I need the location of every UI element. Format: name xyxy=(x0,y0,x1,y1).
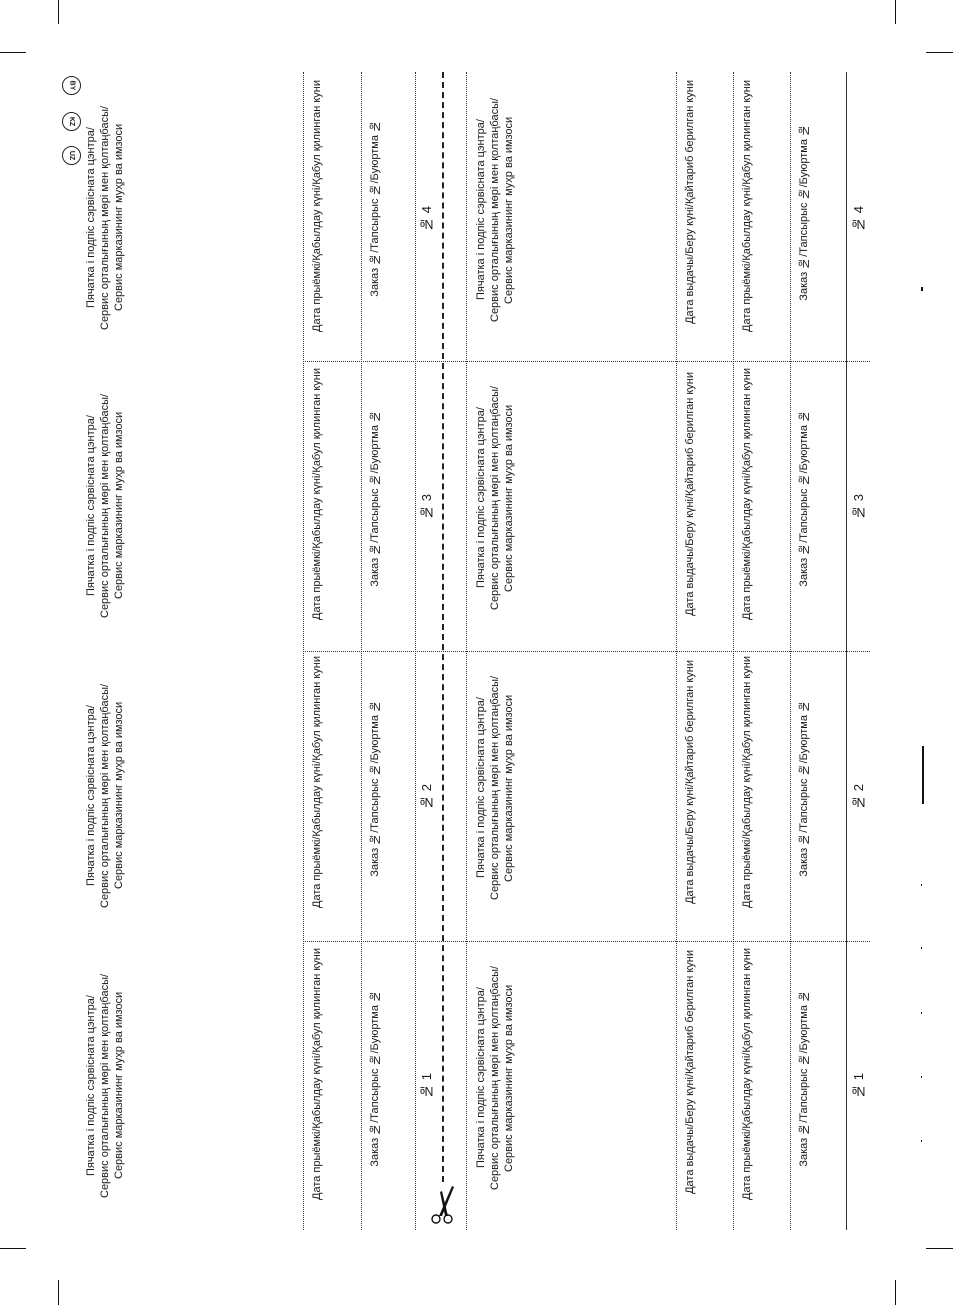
registration-bar xyxy=(922,746,924,804)
registration-tick xyxy=(921,947,922,949)
coupon-2-number-main: № 2 xyxy=(851,784,866,810)
registration-tick xyxy=(921,287,923,291)
coupon-2-order-stub: Заказ №/Тапсырыс №/Буюртма № xyxy=(369,700,381,877)
coupon-4-acceptance-stub: Дата прыёмкі/Қабылдау күні/Қабул қилинган куни xyxy=(311,80,323,332)
crop-mark xyxy=(0,1248,26,1249)
crop-mark xyxy=(58,1280,59,1305)
coupon-3-acceptance-main: Дата прыёмкі/Қабылдау күні/Қабул қилинган куни xyxy=(741,368,753,620)
coupon-4-acceptance-main: Дата прыёмкі/Қабылдау күні/Қабул қилинган куни xyxy=(741,80,753,332)
crop-mark xyxy=(895,0,896,24)
registration-tick xyxy=(921,1076,922,1078)
crop-mark xyxy=(926,52,953,53)
coupon-4-stamp-main: Пячатка і подпіс сэрвісната цэнтра/ Сервис орталығының мөрі мен қолтаңбасы/ Сервис марказининг муҳр ва имзоси xyxy=(475,97,515,323)
coupon-2-stamp-main: Пячатка і подпіс сэрвісната цэнтра/ Сервис орталығының мөрі мен қолтаңбасы/ Сервис марказининг муҳр ва имзоси xyxy=(475,675,515,901)
coupon-3-acceptance-stub: Дата прыёмкі/Қабылдау күні/Қабул қилинган куни xyxy=(311,368,323,620)
crop-mark xyxy=(895,1280,896,1305)
coupon-3-stamp-stub: Пячатка і подпіс сэрвісната цэнтра/ Сервис орталығының мөрі мен қолтаңбасы/ Сервис марказининг муҳр ва имзоси xyxy=(85,393,125,618)
coupon-4-stamp-stub: Пячатка і подпіс сэрвісната цэнтра/ Сервис орталығының мөрі мен қолтаңбасы/ Сервис марказининг муҳр ва имзоси xyxy=(85,105,125,330)
registration-tick xyxy=(921,884,922,886)
coupon-4-order-main: Заказ №/Тапсырыс №/Буюртма № xyxy=(798,124,810,301)
coupon-1-acceptance-main: Дата прыёмкі/Қабылдау күні/Қабул қилинган куни xyxy=(741,948,753,1200)
coupon-3-order-stub: Заказ №/Тапсырыс №/Буюртма № xyxy=(369,410,381,587)
registration-tick xyxy=(921,1140,922,1142)
crop-mark xyxy=(926,1248,953,1249)
coupon-3-number-stub: № 3 xyxy=(419,494,434,520)
coupon-4-order-stub: Заказ №/Тапсырыс №/Буюртма № xyxy=(369,120,381,297)
coupon-separator xyxy=(303,651,870,652)
language-badge-uz: UZ xyxy=(62,146,81,165)
coupon-1-acceptance-stub: Дата прыёмкі/Қабылдау күні/Қабул қилинган куни xyxy=(311,948,323,1200)
coupon-1-number-main: № 1 xyxy=(851,1073,866,1099)
scissors-icon xyxy=(430,1178,460,1226)
coupon-4-number-stub: № 4 xyxy=(419,206,434,232)
coupon-1-stamp-stub: Пячатка і подпіс сэрвісната цэнтра/ Сервис орталығының мөрі мен қолтаңбасы/ Сервис марказининг муҳр ва имзоси xyxy=(85,973,125,1198)
cut-line xyxy=(442,72,444,1182)
coupon-1-order-main: Заказ №/Тапсырыс №/Буюртма № xyxy=(798,990,810,1167)
coupon-2-stamp-stub: Пячатка і подпіс сэрвісната цэнтра/ Сервис орталығының мөрі мен қолтаңбасы/ Сервис марказининг муҳр ва имзоси xyxy=(85,683,125,908)
crop-mark xyxy=(58,0,59,24)
coupon-2-issue-date: Дата выдачы/Беру күні/Қайтариб берилган куни xyxy=(684,660,696,904)
coupon-2-number-stub: № 2 xyxy=(419,784,434,810)
coupon-2-acceptance-main: Дата прыёмкі/Қабылдау күні/Қабул қилинган куни xyxy=(741,656,753,908)
coupon-1-issue-date: Дата выдачы/Беру күні/Қайтариб берилган куни xyxy=(684,950,696,1194)
coupon-3-order-main: Заказ №/Тапсырыс №/Буюртма № xyxy=(798,410,810,587)
coupon-separator xyxy=(303,361,870,362)
coupon-3-stamp-main: Пячатка і подпіс сэрвісната цэнтра/ Сервис орталығының мөрі мен қолтаңбасы/ Сервис марказининг муҳр ва имзоси xyxy=(475,385,515,611)
coupon-1-order-stub: Заказ №/Тапсырыс №/Буюртма № xyxy=(369,990,381,1167)
language-badge-by: BY xyxy=(62,76,81,95)
coupon-4-number-main: № 4 xyxy=(851,206,866,232)
coupon-1-number-stub: № 1 xyxy=(419,1073,434,1099)
language-badge-kz: KZ xyxy=(62,112,81,131)
coupon-3-number-main: № 3 xyxy=(851,494,866,520)
coupon-1-stamp-main: Пячатка і подпіс сэрвісната цэнтра/ Сервис орталығының мөрі мен қолтаңбасы/ Сервис марказининг муҳр ва имзоси xyxy=(475,965,515,1191)
coupon-2-order-main: Заказ №/Тапсырыс №/Буюртма № xyxy=(798,700,810,877)
coupon-4-issue-date: Дата выдачы/Беру күні/Қайтариб берилган куни xyxy=(684,80,696,324)
registration-tick xyxy=(921,1012,922,1014)
coupon-2-acceptance-stub: Дата прыёмкі/Қабылдау күні/Қабул қилинган куни xyxy=(311,656,323,908)
coupon-separator xyxy=(303,941,870,942)
crop-mark xyxy=(0,52,26,53)
coupon-3-issue-date: Дата выдачы/Беру күні/Қайтариб берилган куни xyxy=(684,372,696,616)
